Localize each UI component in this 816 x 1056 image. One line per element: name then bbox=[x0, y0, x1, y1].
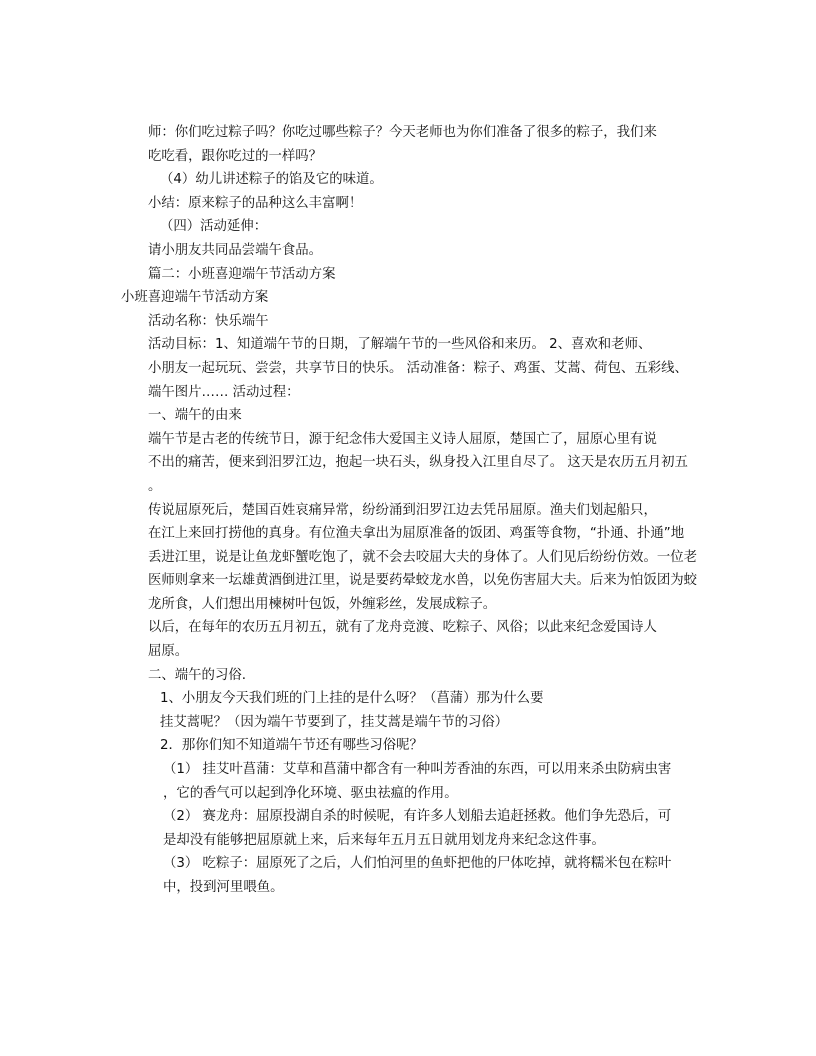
paragraph bbox=[121, 333, 696, 404]
text-line: 龙所食，人们想出用楝树叶包饭，外缠彩丝，发展成粽子。 bbox=[148, 596, 497, 612]
text-line: 二、端午的习俗. bbox=[148, 667, 246, 683]
paragraph bbox=[121, 192, 696, 216]
text-line: 师：你们吃过粽子吗？你吃过哪些粽子？今天老师也为你们准备了很多的粽子，我们来 bbox=[148, 125, 657, 140]
text-line: （3） 吃粽子：屈原死了之后，人们怕河里的鱼虾把他的尸体吃掉，就将糯米包在粽叶 bbox=[163, 856, 672, 872]
paragraph bbox=[121, 286, 696, 310]
text-line: 以后，在每年的农历五月初五，就有了龙舟竞渡、吃粽子、风俗；以此来纪念爱国诗人 bbox=[148, 620, 657, 636]
text-line: 在江上来回打捞他的真身。有位渔夫拿出为屈原准备的饭团、鸡蛋等食物，“扑通、扑通”地 bbox=[148, 526, 685, 542]
text-line: 请小朋友共同品尝端午食品。 bbox=[148, 242, 323, 258]
paragraph bbox=[121, 215, 696, 239]
paragraph bbox=[121, 310, 696, 334]
text-line: （2） 赛龙舟：屈原投湖自杀的时候呢，有许多人划船去追赶拯救。他们争先恐后，可 bbox=[163, 809, 672, 825]
paragraph bbox=[121, 404, 696, 428]
paragraph bbox=[121, 428, 696, 499]
paragraph bbox=[121, 805, 696, 852]
text-line: 一、端午的由来 bbox=[148, 408, 242, 424]
text-line: 挂艾蒿呢？（因为端午节要到了，挂艾蒿是端午节的习俗） bbox=[160, 714, 509, 730]
text-line: 1、小朋友今天我们班的门上挂的是什么呀？（菖蒲）那为什么要 bbox=[160, 691, 544, 707]
paragraph bbox=[121, 616, 696, 663]
text-line: 不出的痛苦，便来到汨罗江边，抱起一块石头，纵身投入江里自尽了。 这天是农历五月初五 bbox=[148, 455, 688, 471]
text-line: 。 bbox=[148, 478, 162, 494]
paragraph bbox=[121, 239, 696, 263]
text-line: ，它的香气可以起到净化环境、驱虫祛瘟的作用。 bbox=[163, 785, 458, 801]
text-line: 篇二：小班喜迎端午节活动方案 bbox=[148, 266, 336, 282]
paragraph bbox=[121, 758, 696, 805]
paragraph bbox=[121, 263, 696, 287]
text-line: 活动名称：快乐端午 bbox=[148, 313, 269, 329]
text-line: （四）活动延伸： bbox=[160, 219, 268, 235]
paragraph bbox=[121, 664, 696, 688]
text-line: 丢进江里，说是让鱼龙虾蟹吃饱了，就不会去咬屈大夫的身体了。人们见后纷纷仿效。一位老 bbox=[148, 549, 698, 565]
text-line: 医师则拿来一坛雄黄酒倒进江里，说是要药晕蛟龙水兽，以免伤害屈大夫。后来为怕饭团为蛟 bbox=[148, 573, 698, 589]
paragraph bbox=[121, 168, 696, 192]
text-line: 屈原。 bbox=[148, 644, 189, 660]
paragraph bbox=[121, 687, 696, 734]
text-line: 端午图片…… 活动过程： bbox=[148, 384, 300, 400]
text-line: 活动目标：1、知道端午节的日期，了解端午节的一些风俗和来历。 2、喜欢和老师、 bbox=[148, 337, 652, 353]
text-line: 小朋友一起玩玩、尝尝，共享节日的快乐。 活动准备：粽子、鸡蛋、艾蒿、荷包、五彩线、 bbox=[148, 360, 688, 376]
text-line: 2．那你们知不知道端午节还有哪些习俗呢？ bbox=[160, 738, 423, 754]
text-line: 小结：原来粽子的品种这么丰富啊！ bbox=[148, 195, 363, 211]
text-line: 传说屈原死后，楚国百姓哀痛异常，纷纷涌到汨罗江边去凭吊屈原。渔夫们划起船只， bbox=[148, 502, 657, 518]
text-line: （1） 挂艾叶菖蒲：艾草和菖蒲中都含有一种叫芳香油的东西，可以用来杀虫防病虫害 bbox=[163, 762, 672, 778]
text-line: 吃吃看，跟你吃过的一样吗？ bbox=[148, 148, 323, 164]
paragraph bbox=[121, 499, 696, 617]
text-line: 是却没有能够把屈原就上来，后来每年五月五日就用划龙舟来纪念这件事。 bbox=[163, 832, 605, 848]
text-line: 小班喜迎端午节活动方案 bbox=[121, 290, 269, 306]
paragraph bbox=[121, 852, 696, 899]
paragraph bbox=[121, 121, 696, 168]
text-line: 中，投到河里喂鱼。 bbox=[163, 880, 284, 895]
paragraph bbox=[121, 734, 696, 758]
text-line: （4）幼儿讲述粽子的馅及它的味道。 bbox=[160, 172, 383, 188]
document-body bbox=[121, 121, 696, 900]
text-line: 端午节是古老的传统节日，源于纪念伟大爱国主义诗人屈原，楚国亡了，屈原心里有说 bbox=[148, 431, 657, 447]
